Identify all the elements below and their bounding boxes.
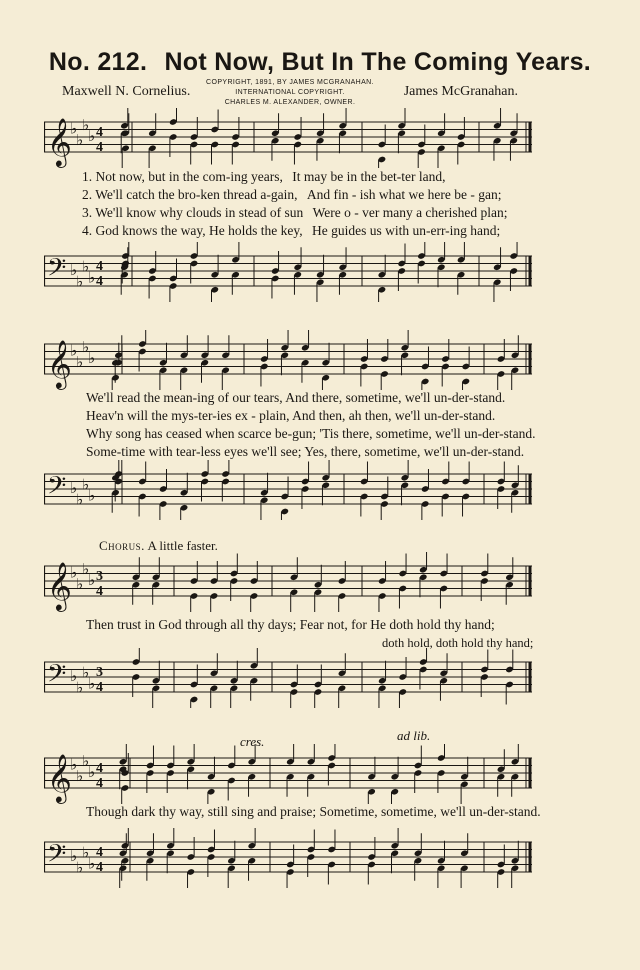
treble-clef-icon: 𝄞: [47, 753, 72, 802]
bass-staff-3: [44, 648, 532, 708]
copyright-line: INTERNATIONAL COPYRIGHT.: [235, 89, 345, 96]
flat-icon: ♭: [88, 349, 96, 367]
flat-icon: ♭: [70, 261, 78, 279]
flat-icon: ♭: [82, 663, 90, 682]
flat-icon: ♭: [76, 130, 84, 149]
copyright-line: CHARLES M. ALEXANDER, OWNER.: [224, 99, 356, 106]
treble-clef-icon: 𝄞: [47, 561, 72, 610]
time-signature: 4: [96, 259, 103, 274]
flat-icon: ♭: [82, 559, 90, 578]
flat-icon: ♭: [76, 352, 84, 371]
flat-icon: ♭: [70, 563, 78, 582]
flat-icon: ♭: [82, 751, 90, 770]
verse-line-2: Heav'n will the mys-ter-ies ex - plain, And then, ah then, we'll un-der-stand.: [86, 408, 496, 423]
time-signature: 3: [96, 569, 103, 584]
bass-clef-icon: 𝄢: [47, 659, 67, 695]
system4-lyric: Though dark thy way, still sing and praise; Sometime, sometime, we'll un-der-stand.: [86, 804, 541, 819]
time-signature: 4: [96, 860, 103, 875]
flat-icon: ♭: [88, 268, 96, 287]
verse-line-4: Some-time with tear-less eyes we'll see; Yes, there, sometime, we'll un-der-stand.: [86, 444, 525, 459]
chorus-label: Chorus.: [99, 538, 145, 553]
bass-staff-2: [44, 460, 532, 520]
flat-icon: ♭: [82, 843, 90, 862]
flat-icon: ♭: [70, 847, 78, 865]
verse-line-1: 1. Not now, but in the com-ing years, It may be in the bet-ter land,: [82, 169, 446, 184]
bass-clef-icon: 𝄢: [47, 253, 67, 289]
hymn-number: No. 212.: [48, 48, 148, 76]
author: Maxwell N. Cornelius.: [62, 84, 191, 99]
treble-staff-3: [44, 552, 532, 612]
dynamic-ad-lib: ad lib.: [397, 728, 431, 743]
flat-icon: ♭: [76, 858, 84, 877]
flat-icon: ♭: [76, 766, 84, 785]
flat-icon: ♭: [70, 119, 78, 138]
chorus-tempo: A little faster.: [147, 538, 218, 553]
time-signature: 4: [96, 845, 103, 860]
flat-icon: ♭: [82, 337, 90, 356]
flat-icon: ♭: [88, 127, 96, 145]
verse-line-3: 3. We'll know why clouds in stead of sun Were o - ver many a cherished plan;: [82, 205, 508, 220]
time-signature: 4: [96, 140, 103, 155]
verse-line-4: 4. God knows the way, He holds the key, He guides us with un-err-ing hand;: [82, 223, 501, 238]
flat-icon: ♭: [82, 257, 90, 276]
flat-icon: ♭: [70, 341, 78, 360]
treble-clef-icon: 𝄞: [47, 339, 72, 388]
composer: James McGranahan.: [403, 84, 518, 99]
hymn-title-line: [0, 48, 640, 77]
time-signature: 4: [96, 584, 103, 599]
verse-line-2: 2. We'll catch the bro-ken thread a-gain, And fin - ish what we here be - gan;: [82, 187, 502, 202]
bass-clef-icon: 𝄢: [47, 839, 67, 875]
dynamic-cres: cres.: [240, 734, 265, 749]
chorus-lyric: Then trust in God through all thy days; Fear not, for He doth hold thy hand;: [86, 617, 495, 632]
verse-block-2: [86, 389, 535, 461]
bass-staff-4: [44, 828, 532, 888]
flat-icon: ♭: [88, 571, 96, 589]
treble-staff-2: [44, 330, 532, 390]
treble-staff-4: [44, 744, 532, 804]
flat-icon: ♭: [82, 475, 90, 494]
flat-icon: ♭: [70, 479, 78, 497]
verse-line-1: We'll read the mean-ing of our tears, And there, sometime, we'll un-der-stand.: [86, 390, 506, 405]
flat-icon: ♭: [88, 763, 96, 781]
flat-icon: ♭: [76, 490, 84, 509]
time-signature: 4: [96, 761, 103, 776]
treble-staff-1: [44, 108, 532, 168]
time-signature: 4: [96, 274, 103, 289]
bass-staff-1: [44, 242, 532, 302]
time-signature: 3: [96, 665, 103, 680]
time-signature: 4: [96, 776, 103, 791]
flat-icon: ♭: [82, 115, 90, 134]
flat-icon: ♭: [70, 755, 78, 774]
copyright-notice: [195, 78, 385, 108]
verse-block-1: [82, 168, 508, 240]
flat-icon: ♭: [76, 272, 84, 291]
flat-icon: ♭: [88, 674, 96, 693]
copyright-line: COPYRIGHT, 1891, BY JAMES MCGRANAHAN.: [206, 79, 374, 86]
flat-icon: ♭: [76, 678, 84, 697]
flat-icon: ♭: [70, 667, 78, 685]
chorus-echo-lyric: doth hold, doth hold thy hand;: [382, 636, 534, 650]
treble-clef-icon: 𝄞: [47, 117, 72, 166]
hymn-title: Not Now, But In The Coming Years.: [164, 48, 592, 76]
flat-icon: ♭: [88, 486, 96, 505]
flat-icon: ♭: [88, 854, 96, 873]
time-signature: 4: [96, 680, 103, 695]
bass-clef-icon: 𝄢: [47, 471, 67, 507]
verse-line-3: Why song has ceased when scarce be-gun; 'Tis there, sometime, we'll un-der-stand.: [86, 426, 536, 441]
flat-icon: ♭: [76, 574, 84, 593]
time-signature: 4: [96, 125, 103, 140]
